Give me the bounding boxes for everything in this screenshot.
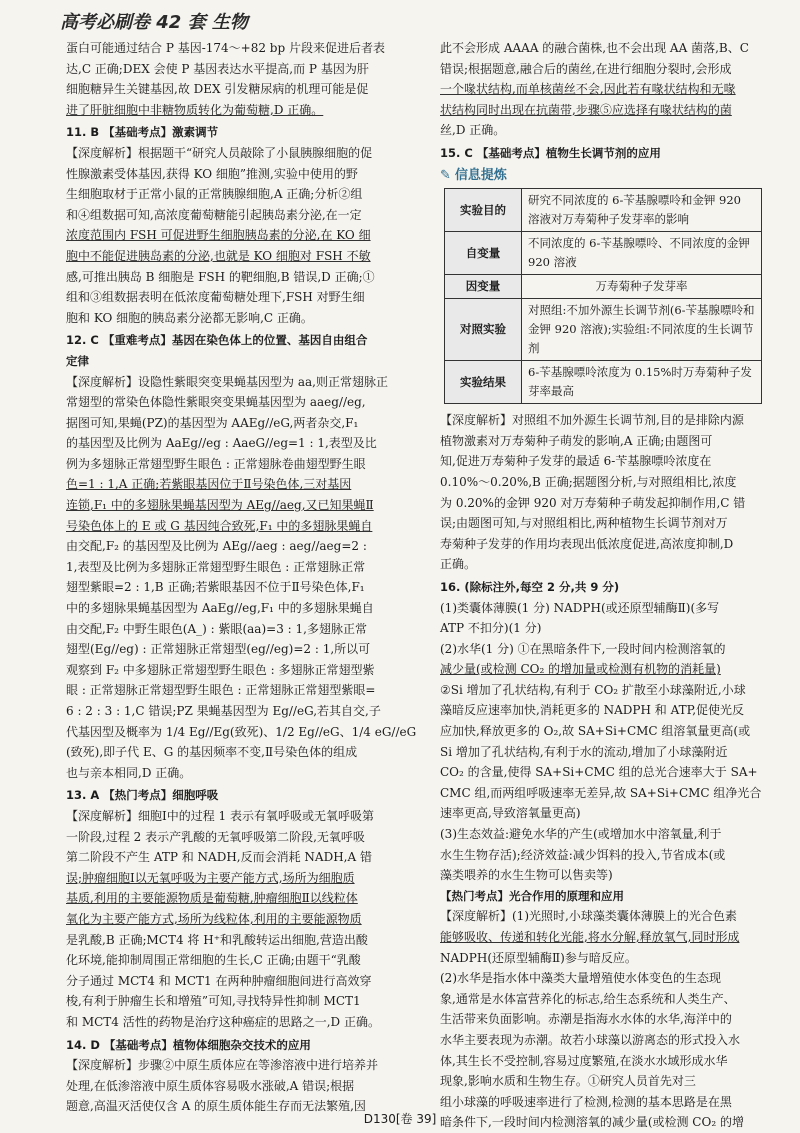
table-value: 6-苄基腺嘌呤浓度为 0.15%时万寿菊种子发芽率最高 [522, 361, 762, 404]
text-line: 体,其生长不受控制,容易过度繁殖,在淡水水域形成水华 [440, 1053, 728, 1068]
text-line: ATP 不扣分)(1 分) [440, 621, 542, 636]
text-line: 感,可推出胰岛 B 细胞是 FSH 的靶细胞,B 错误,D 正确;① [66, 269, 375, 284]
text-line: 性腺激素受体基因,获得 KO 细胞”推测,实验中使用的野 [66, 166, 358, 181]
text-line: 达,C 正确;DEX 会使 P 基因表达水平提高,而 P 基因为肝 [66, 61, 369, 76]
pencil-icon: ✎ [440, 167, 451, 183]
text-line: 中的多翅脉果蝇基因型为 AaEg//eg,F₁ 中的多翅脉果蝇自 [66, 601, 374, 616]
text-line: 寿菊种子发芽的作用均表现出低浓度促进,高浓度抑制,D [440, 536, 734, 551]
text-line: 和④组数据可知,高浓度葡萄糖能引起胰岛素分泌,在一定 [66, 207, 362, 222]
text-line: 胞和 KO 细胞的胰岛素分泌都无影响,C 正确。 [66, 310, 313, 325]
question-12-heading-cont: 定律 [66, 353, 89, 368]
text-line: 为 0.20%的金钾 920 对万寿菊种子萌发起抑制作用,C 错 [440, 495, 746, 510]
table-row [445, 189, 762, 232]
table-value: 对照组:不加外源生长调节剂(6-苄基腺嘌呤和金钾 920 溶液);实验组:不同浓度的生长调节剂 [522, 299, 762, 361]
text-line: 是乳酸,B 正确;MCT4 将 H⁺和乳酸转运出细胞,营造出酸 [66, 932, 368, 947]
text-line: 和 MCT4 活性的药物是治疗这种癌症的思路之一,D 正确。 [66, 1014, 380, 1029]
text-line: 0.10%～0.20%,B 正确;据题图分析,与对照组相比,浓度 [440, 474, 737, 489]
text-line: 化环境,能抑制周围正常细胞的生长,C 正确;由题干“乳酸 [66, 953, 361, 968]
text-line: 号染色体上的 E 或 G 基因纯合致死,F₁ 中的多翅脉果蝇自 [66, 518, 373, 533]
text-line: 氧化为主要产能方式,场所为线粒体,利用的主要能源物质 [66, 911, 362, 926]
text-line: 速率更高,导致溶氧量更高) [440, 806, 581, 821]
text-line: 象,通常是水体富营养化的标志,给生态系统和人类生产、 [440, 991, 736, 1006]
text-line: 基质,利用的主要能源物质是葡萄糖,肿瘤细胞Ⅱ以线粒体 [66, 891, 358, 906]
page-footer: D130[卷 39] [363, 1112, 437, 1126]
text-line: 藻暗反应速率加快,消耗更多的 NADPH 和 ATP,促使光反 [440, 703, 745, 718]
info-extract-title [440, 166, 762, 187]
text-line: 细胞糖异生关键基因,故 DEX 引发糖尿病的机理可能是促 [66, 82, 369, 97]
text-line: 【深度解析】对照组不加外源生长调节剂,目的是排除内源 [440, 413, 744, 428]
text-line: 组和③组数据表明在低浓度葡萄糖处理下,FSH 对野生细 [66, 290, 365, 305]
table-value: 万寿菊种子发芽率 [522, 275, 762, 299]
text-line: 应加快,释放更多的 O₂,故 SA+Si+CMC 组溶氧量更高(或 [440, 724, 751, 739]
text-line: 水华主要表现为赤潮。故若小球藻以游离态的形式投入水 [440, 1032, 741, 1047]
text-line: 观察到 F₂ 中多翅脉正常翅型野生眼色 : 多翅脉正常翅型紫 [66, 662, 375, 677]
text-line: 分子通过 MCT4 和 MCT1 在两种肿瘤细胞间进行高效穿 [66, 973, 372, 988]
text-line: 由交配,F₂ 中野生眼色(A_) : 紫眼(aa)=3 : 1,多翅脉正常 [66, 621, 367, 636]
question-12-heading: 12. C 【重难考点】基因在染色体上的位置、基因自由组合 [66, 333, 368, 348]
text-line: 现象,影响水质和生物生存。①研究人员首先对三 [440, 1074, 696, 1089]
text-line: 生细胞取材于正常小鼠的正常胰腺细胞,A 正确;分析②组 [66, 187, 363, 202]
text-line: 【深度解析】设隐性紫眼突变果蝇基因型为 aa,则正常翅脉正 [66, 374, 388, 389]
text-line: 的基因型及比例为 AaEg//eg : AaeG//eg=1 : 1,表型及比 [66, 436, 377, 451]
question-14-heading: 14. D 【基础考点】植物体细胞杂交技术的应用 [66, 1037, 311, 1052]
right-column [440, 38, 762, 1133]
question-11-heading: 11. B 【基础考点】激素调节 [66, 125, 219, 140]
table-key: 因变量 [445, 275, 522, 299]
text-line: 正确。 [440, 557, 477, 572]
text-line: 浓度范围内 FSH 可促进野生细胞胰岛素的分泌,在 KO 细 [66, 228, 371, 243]
table-key: 对照实验 [445, 299, 522, 361]
text-line: 组小球藻的呼吸速率进行了检测,检测的基本思路是在黑 [440, 1094, 732, 1109]
question-15-heading: 15. C 【基础考点】植物生长调节剂的应用 [440, 145, 661, 160]
text-line: 知,促进万寿菊种子发芽的最适 6-苄基腺嘌呤浓度在 [440, 454, 712, 469]
text-line: 胞中不能促进胰岛素的分泌,也就是 KO 细胞对 FSH 不敏 [66, 248, 371, 263]
text-line: CMC 组,而两组呼吸速率无差异,故 SA+Si+CMC 组净光合 [440, 785, 762, 800]
question-16-heading: 16. (除标注外,每空 2 分,共 9 分) [440, 579, 620, 594]
text-line: 例为多翅脉正常翅型野生眼色 : 正常翅脉卷曲翅型野生眼 [66, 456, 366, 471]
text-line: 进了肝脏细胞中非糖物质转化为葡萄糖,D 正确。 [66, 102, 324, 117]
text-line: (致死),即子代 E、G 的基因频率不变,Ⅱ号染色体的组成 [66, 745, 358, 760]
text-line: 生活带来负面影响。赤潮是指海水水体的水华,海洋中的 [440, 1012, 732, 1027]
text-line: 一阶段,过程 2 表示产乳酸的无氧呼吸第二阶段,无氧呼吸 [66, 829, 365, 844]
question-13-heading: 13. A 【热门考点】细胞呼吸 [66, 788, 219, 803]
text-line: 第二阶段不产生 ATP 和 NADH,反而会消耗 NADH,A 错 [66, 850, 372, 865]
text-line: 误;肿瘤细胞Ⅰ以无氧呼吸为主要产能方式,场所为细胞质 [66, 870, 355, 885]
text-line: 水生生物存活);经济效益:减少饵料的投入,节省成本(或 [440, 847, 726, 862]
text-line: 此不会形成 AAAA 的融合菌株,也不会出现 AA 菌落,B、C [440, 41, 749, 55]
text-line: 暗条件下,一段时间内检测溶氧的减少量(或检测 CO₂ 的增 [440, 1115, 744, 1130]
text-line: 误;由题图可知,与对照组相比,两种植物生长调节剂对万 [440, 516, 728, 531]
text-line: 丝,D 正确。 [440, 123, 506, 138]
text-line: 眼 : 正常翅脉正常翅型野生眼色 : 正常翅脉正常翅型紫眼= [66, 683, 376, 698]
table-key: 自变量 [445, 232, 522, 275]
text-line: Si 增加了孔状结构,有利于水的流动,增加了小球藻附近 [440, 744, 728, 759]
text-line: (2)水华是指水体中藻类大量增殖使水体变色的生态现 [440, 971, 722, 986]
table-row [445, 232, 762, 275]
hot-topic-heading: 【热门考点】光合作用的原理和应用 [440, 888, 624, 903]
text-line: 据图可知,果蝇(PZ)的基因型为 AAEg//eG,两者杂交,F₁ [66, 415, 359, 430]
text-line: 【深度解析】步骤②中原生质体应在等渗溶液中进行培养并 [66, 1058, 379, 1073]
text-line: 1,表型及比例为多翅脉正常翅型野生眼色 : 正常翅脉正常 [66, 559, 366, 574]
text-line: 由交配,F₂ 的基因型及比例为 AEg//aeg : aeg//aeg=2 : [66, 539, 367, 554]
text-line: NADPH(还原型辅酶Ⅱ)参与暗反应。 [440, 950, 637, 965]
text-line: (1)类囊体薄膜(1 分) NADPH(或还原型辅酶Ⅱ)(多写 [440, 600, 720, 615]
text-line: 代基因型及概率为 1/4 Eg//Eg(致死)、1/2 Eg//eG、1/4 eG//eG [66, 724, 417, 739]
table-value: 不同浓度的 6-苄基腺嘌呤、不同浓度的金钾 920 溶液 [522, 232, 762, 275]
text-line: 一个喙状结构,而单核菌丝不会,因此若有喙状结构和无喙 [440, 82, 736, 97]
text-line: 植物激素对万寿菊种子萌发的影响,A 正确;由题图可 [440, 433, 713, 448]
text-line: 色=1 : 1,A 正确;若紫眼基因位于Ⅱ号染色体,三对基因 [66, 477, 352, 492]
text-line: 【深度解析】根据题干“研究人员敲除了小鼠胰腺细胞的促 [66, 145, 373, 160]
text-line: 连锁,F₁ 中的多翅脉果蝇基因型为 AEg//aeg,又已知果蝇Ⅱ [66, 498, 374, 513]
text-line: 6 : 2 : 3 : 1,C 错误;PZ 果蝇基因型为 Eg//eG,若其自交,子 [66, 704, 381, 718]
text-line: (2)水华(1 分) ①在黑暗条件下,一段时间内检测溶氧的 [440, 641, 726, 656]
text-line: 蛋白可能通过结合 P 基因-174～+82 bp 片段来促进后者表 [66, 41, 385, 55]
text-line: CO₂ 的含量,使得 SA+Si+CMC 组的总光合速率大于 SA+ [440, 765, 758, 780]
page-header: 高考必刷卷 42 套 生物 [60, 12, 248, 33]
text-line: 翅型紫眼=2 : 1,B 正确;若紫眼基因不位于Ⅱ号染色体,F₁ [66, 580, 365, 595]
text-line: 减少量(或检测 CO₂ 的增加量或检测有机物的消耗量) [440, 662, 721, 677]
text-line: 处理,在低渗溶液中原生质体容易吸水涨破,A 错误;根据 [66, 1078, 355, 1093]
text-line: 能够吸收、传递和转化光能,将水分解,释放氧气,同时形成 [440, 930, 740, 944]
text-line: 常翅型的常染色体隐性紫眼突变果蝇基因型为 aaeg//eg, [66, 395, 366, 410]
table-row [445, 361, 762, 404]
left-column [66, 38, 422, 1117]
text-line: 【深度解析】(1)光照时,小球藻类囊体薄膜上的光合色素 [440, 909, 737, 924]
info-extract-label: 信息提炼 [454, 167, 507, 183]
text-line: 状结构同时出现在抗菌带,步骤⑤应选择有喙状结构的菌 [440, 102, 732, 117]
text-line: 【深度解析】细胞Ⅰ中的过程 1 表示有氧呼吸或无氧呼吸第 [66, 808, 375, 823]
table-key: 实验结果 [445, 361, 522, 404]
text-line: 翅型(Eg//eg) : 正常翅脉正常翅型(eg//eg)=2 : 1,所以可 [66, 642, 371, 657]
text-line: ②Si 增加了孔状结构,有利于 CO₂ 扩散至小球藻附近,小球 [440, 682, 746, 697]
table-value: 研究不同浓度的 6-苄基腺嘌呤和金钾 920 溶液对万寿菊种子发芽率的影响 [522, 189, 762, 232]
table-key: 实验目的 [445, 189, 522, 232]
text-line: 题意,高温灭活使仅含 A 的原生质体能生存而无法繁殖,因 [66, 1099, 366, 1114]
text-line: 错误;根据题意,融合后的菌丝,在进行细胞分裂时,会形成 [440, 61, 732, 76]
text-line: (3)生态效益:避免水华的产生(或增加水中溶氧量,利于 [440, 827, 722, 842]
text-line: 也与亲本相同,D 正确。 [66, 765, 192, 780]
text-line: 藻类喂养的水生生物可以售卖等) [440, 868, 613, 883]
table-row [445, 299, 762, 361]
info-table [444, 188, 762, 404]
table-row [445, 275, 762, 299]
text-line: 梭,有利于肿瘤生长和增殖”可知,寻找特异性抑制 MCT1 [66, 994, 361, 1009]
